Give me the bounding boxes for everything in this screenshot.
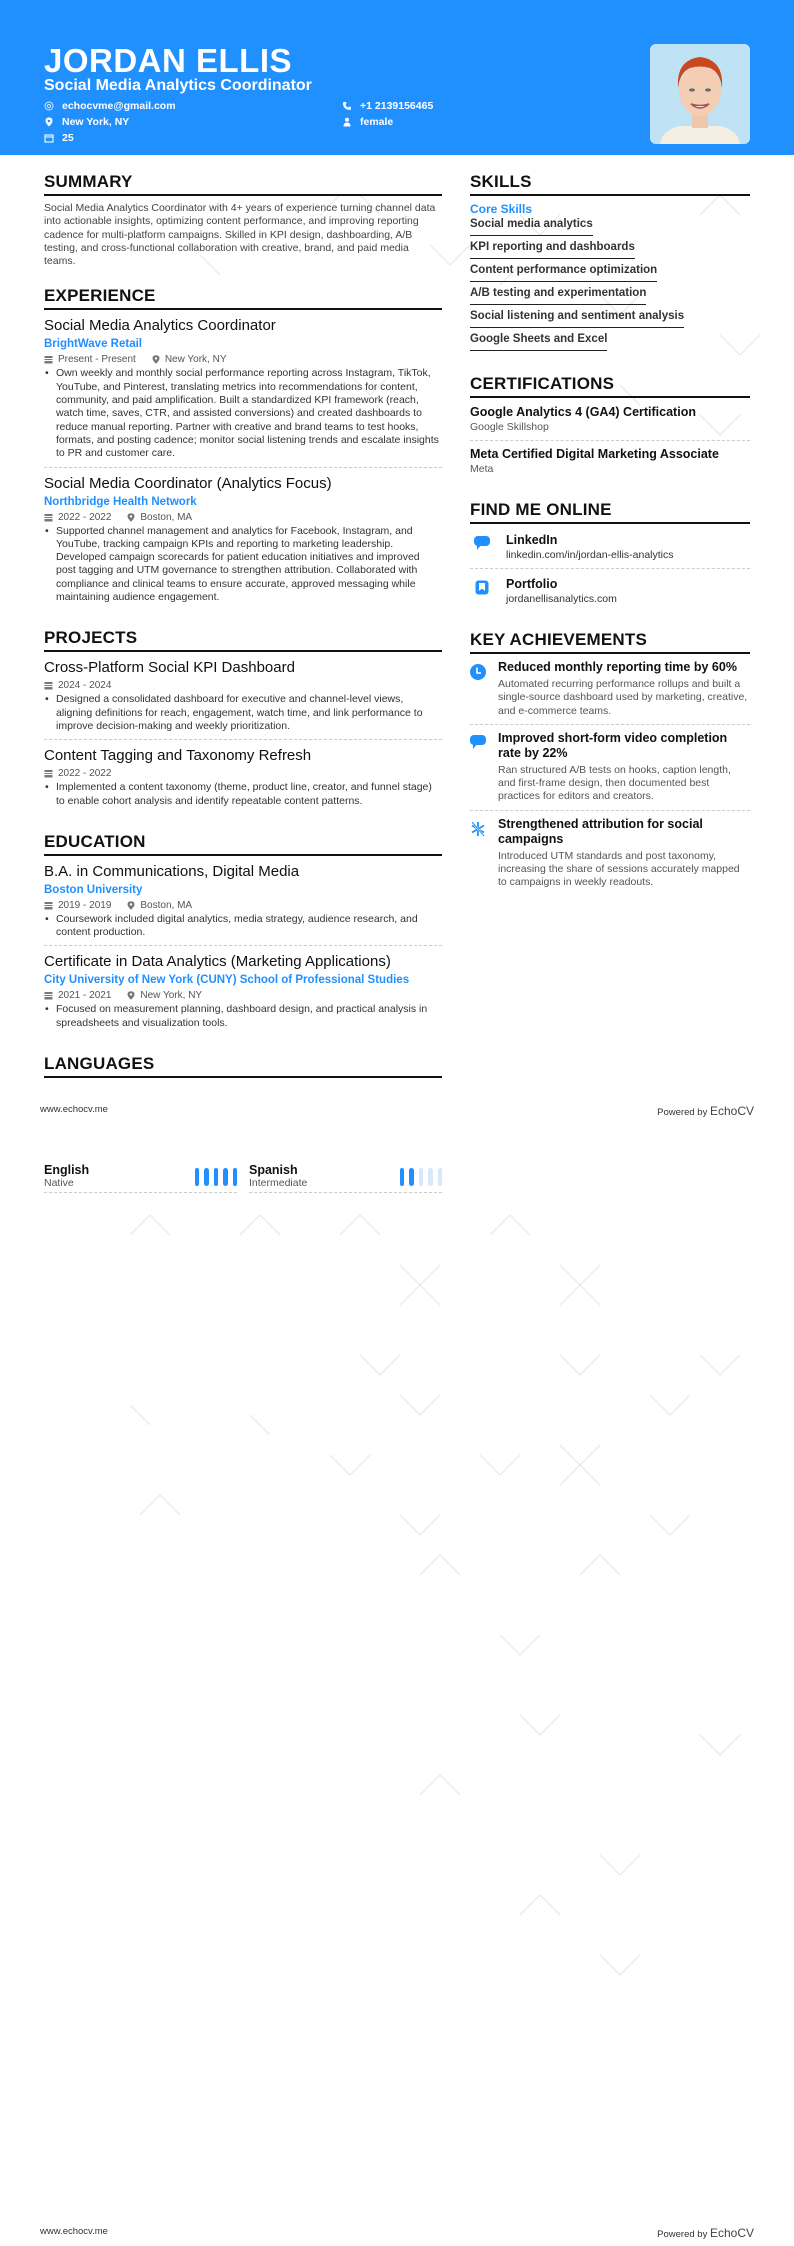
education-heading: EDUCATION (44, 832, 442, 856)
job-meta (44, 353, 442, 366)
bullet-item: • Implemented a content taxonomy (theme, product line, creator, and funnel stage) to enable cohort analysis and identify repeatable content patterns. (44, 781, 442, 808)
proficiency-bar-filled (233, 1168, 238, 1186)
education-location: New York, NY (127, 989, 202, 1002)
project-meta (44, 679, 442, 692)
skill-item: Content performance optimization (470, 264, 657, 282)
skill-item: KPI reporting and dashboards (470, 241, 635, 259)
location-text: New York, NY (62, 116, 130, 128)
online-item-linkedin[interactable] (470, 530, 750, 569)
email-text: echocvme@gmail.com (62, 100, 176, 112)
proficiency-bar-filled (204, 1168, 209, 1186)
achievement-title: Reduced monthly reporting time by 60% (498, 660, 737, 674)
proficiency-bar-filled (409, 1168, 414, 1186)
degree-title: B.A. in Communications, Digital Media (44, 862, 300, 880)
certification-issuer: Meta (470, 463, 494, 475)
job-bullets (44, 367, 442, 460)
languages-section (44, 1054, 442, 1078)
job-location: New York, NY (152, 353, 227, 366)
language-name: Spanish (249, 1163, 298, 1177)
certification-item (470, 404, 750, 441)
experience-section (44, 286, 442, 610)
skill-group-title: Core Skills (470, 202, 533, 216)
language-level: Native (44, 1177, 74, 1189)
education-meta (44, 989, 442, 1002)
page-footer (40, 1104, 754, 1118)
achievement-desc: Introduced UTM standards and post taxonomy, increasing the share of sessions accurately mapped to campaigns in weekly readouts. (498, 849, 740, 889)
education-location: Boston, MA (127, 899, 192, 912)
job-bullets (44, 525, 442, 605)
project-bullets (44, 781, 442, 808)
candidate-name: JORDAN ELLIS (44, 42, 293, 79)
project-meta (44, 767, 442, 780)
footer-site-link[interactable]: www.echocv.me (40, 2226, 108, 2237)
footer-brand[interactable]: EchoCV (709, 2226, 754, 2240)
contact-phone[interactable] (342, 100, 433, 112)
page-footer (40, 2226, 754, 2240)
calendar-icon (44, 991, 53, 1000)
calendar-icon (44, 355, 53, 364)
job-meta (44, 511, 442, 524)
resume-header (0, 0, 794, 155)
contact-gender (342, 116, 393, 128)
contact-location (44, 116, 129, 128)
experience-entry (44, 316, 442, 467)
achievement-item (470, 660, 750, 725)
proficiency-bar-filled (223, 1168, 228, 1186)
project-dates: 2022 - 2022 (44, 767, 111, 780)
footer-brand[interactable]: EchoCV (709, 1104, 754, 1118)
contact-age (44, 132, 74, 144)
bullet-item: • Supported channel management and analytics for Facebook, Instagram, and YouTube, tracking campaign KPIs and reporting to marketing leadership. Developed campaign scorecards for patient education initiatives and improved post tagging and UTM governance to strengthen attribution. Collaborated with compliance and clinical teams to ensure accurate, approved messaging while maintaining audience engagement. (44, 525, 442, 605)
job-title: Social Media Analytics Coordinator (44, 317, 276, 335)
skill-item: Google Sheets and Excel (470, 333, 607, 351)
calendar-icon (44, 133, 54, 143)
proficiency-bars (195, 1168, 238, 1186)
education-section (44, 832, 442, 1036)
map-pin-icon (127, 901, 135, 910)
achievement-title: Improved short-form video completion rate by 22% (498, 730, 728, 760)
certifications-heading: CERTIFICATIONS (470, 374, 750, 398)
experience-entry (44, 474, 442, 611)
calendar-icon (44, 513, 53, 522)
proficiency-bar-filled (400, 1168, 405, 1186)
online-label: Portfolio (506, 577, 558, 591)
proficiency-bar-empty (428, 1168, 433, 1186)
achievement-item (470, 817, 750, 896)
job-location: Boston, MA (127, 511, 192, 524)
degree-title: Certificate in Data Analytics (Marketing Applications) (44, 953, 391, 971)
experience-heading: EXPERIENCE (44, 286, 442, 310)
certification-item (470, 446, 750, 482)
project-entry (44, 658, 442, 740)
linkedin-link[interactable]: linkedin.com/in/jordan-ellis-analytics (506, 549, 674, 561)
school-name: Boston University (44, 883, 143, 896)
at-sign-icon (44, 101, 54, 111)
left-column (44, 172, 442, 1096)
candidate-title: Social Media Analytics Coordinator (44, 77, 312, 94)
phone-icon (342, 101, 352, 111)
projects-section (44, 628, 442, 813)
achievement-desc: Ran structured A/B tests on hooks, caption length, and first-frame design, then documented best practices for editors and creators. (498, 763, 731, 803)
contact-email[interactable] (44, 100, 176, 112)
chat-bubble-icon (470, 532, 494, 563)
proficiency-bars (400, 1168, 443, 1186)
map-pin-icon (127, 513, 135, 522)
project-entry (44, 746, 442, 814)
language-item-english (44, 1163, 237, 1193)
map-pin-icon (152, 355, 160, 364)
gender-text: female (360, 116, 394, 128)
language-name: English (44, 1163, 90, 1177)
company-name: BrightWave Retail (44, 338, 142, 351)
summary-text: Social Media Analytics Coordinator with 4+ years of experience turning channel data into actionable insights, optimizing content performance, and improving reporting cadence for multi-platform campaigns. Skilled in KPI design, dashboarding, A/B testing, and cross-functional collaboration with creative, brand, and paid media teams. (44, 202, 436, 268)
chat-bubble-icon (470, 731, 486, 804)
education-meta (44, 899, 442, 912)
education-entry (44, 952, 442, 1036)
person-icon (342, 117, 352, 127)
bullet-item: • Focused on measurement planning, dashboard design, and practical analysis in spreadsheets and visualization tools. (44, 1003, 442, 1030)
certification-name: Meta Certified Digital Marketing Associate (470, 447, 719, 461)
skills-list (470, 218, 750, 356)
profile-photo (650, 44, 750, 144)
proficiency-bar-filled (195, 1168, 200, 1186)
certification-name: Google Analytics 4 (GA4) Certification (470, 405, 696, 419)
education-dates: 2021 - 2021 (44, 989, 111, 1002)
age-text: 25 (62, 132, 74, 144)
footer-powered-by: Powered by EchoCV (657, 1104, 754, 1118)
achievements-heading: KEY ACHIEVEMENTS (470, 630, 750, 654)
proficiency-bar-empty (419, 1168, 424, 1186)
project-dates: 2024 - 2024 (44, 679, 111, 692)
certifications-section (470, 374, 750, 482)
bullet-item: • Own weekly and monthly social performance reporting across Instagram, TikTok, YouTube, and Pinterest, translating metrics into recommendations for content, community, and paid amplification. Built a standardized KPI framework (reach, watch time, saves, CTR, and assisted conversions) and created dashboards to reduce manual reporting. Partner with creative and brand teams to test hooks, formats, and posting cadence; monitor social listening trends and escalate insights to PR and customer care. (44, 367, 442, 460)
skills-heading: SKILLS (470, 172, 750, 196)
achievement-item (470, 731, 750, 811)
education-dates: 2019 - 2019 (44, 899, 111, 912)
skill-item: Social listening and sentiment analysis (470, 310, 684, 328)
languages-heading: LANGUAGES (44, 1054, 442, 1078)
skills-section (470, 172, 750, 356)
proficiency-bar-empty (438, 1168, 443, 1186)
footer-powered-by: Powered by EchoCV (657, 2226, 754, 2240)
footer-site-link[interactable]: www.echocv.me (40, 1104, 108, 1115)
project-title: Content Tagging and Taxonomy Refresh (44, 747, 312, 765)
skill-item: Social media analytics (470, 218, 593, 236)
calendar-icon (44, 681, 53, 690)
language-item-spanish (249, 1163, 442, 1193)
bullet-item: • Coursework included digital analytics, media strategy, audience research, and content production. (44, 913, 442, 940)
project-bullets (44, 693, 442, 733)
achievement-desc: Automated recurring performance rollups and built a single-source dashboard used by marketing, creative, and e-commerce teams. (498, 678, 748, 717)
education-bullets (44, 1003, 442, 1030)
achievement-title: Strengthened attribution for social campaigns (498, 816, 703, 846)
online-heading: FIND ME ONLINE (470, 500, 750, 524)
skill-item: A/B testing and experimentation (470, 287, 646, 305)
right-column (470, 172, 750, 914)
summary-section (44, 172, 442, 268)
education-bullets (44, 913, 442, 940)
online-label: LinkedIn (506, 533, 558, 547)
company-name: Northbridge Health Network (44, 495, 197, 508)
sparkle-slash-icon (470, 817, 486, 890)
phone-text: +1 2139156465 (360, 100, 434, 112)
clock-icon (470, 660, 486, 718)
bookmark-icon (470, 576, 494, 607)
project-title: Cross-Platform Social KPI Dashboard (44, 659, 295, 677)
language-level: Intermediate (249, 1177, 308, 1189)
job-dates: Present - Present (44, 353, 136, 366)
bullet-item: • Designed a consolidated dashboard for executive and channel-level views, aligning definitions for reach, engagement, watch time, and link performance to improve decision-making and weekly prioritization. (44, 693, 442, 733)
calendar-icon (44, 769, 53, 778)
proficiency-bar-filled (214, 1168, 219, 1186)
calendar-icon (44, 901, 53, 910)
school-name: City University of New York (CUNY) School of Professional Studies (44, 974, 410, 987)
map-pin-icon (127, 991, 135, 1000)
job-dates: 2022 - 2022 (44, 511, 111, 524)
online-item-portfolio[interactable] (470, 574, 750, 612)
online-section (470, 500, 750, 612)
summary-heading: SUMMARY (44, 172, 442, 196)
job-title: Social Media Coordinator (Analytics Focus) (44, 474, 332, 492)
achievements-section (470, 630, 750, 896)
projects-heading: PROJECTS (44, 628, 442, 652)
education-entry (44, 862, 442, 947)
portfolio-link[interactable]: jordanellisanalytics.com (506, 593, 617, 605)
map-pin-icon (44, 117, 54, 127)
languages-list (44, 1163, 442, 1193)
certification-issuer: Google Skillshop (470, 421, 549, 433)
